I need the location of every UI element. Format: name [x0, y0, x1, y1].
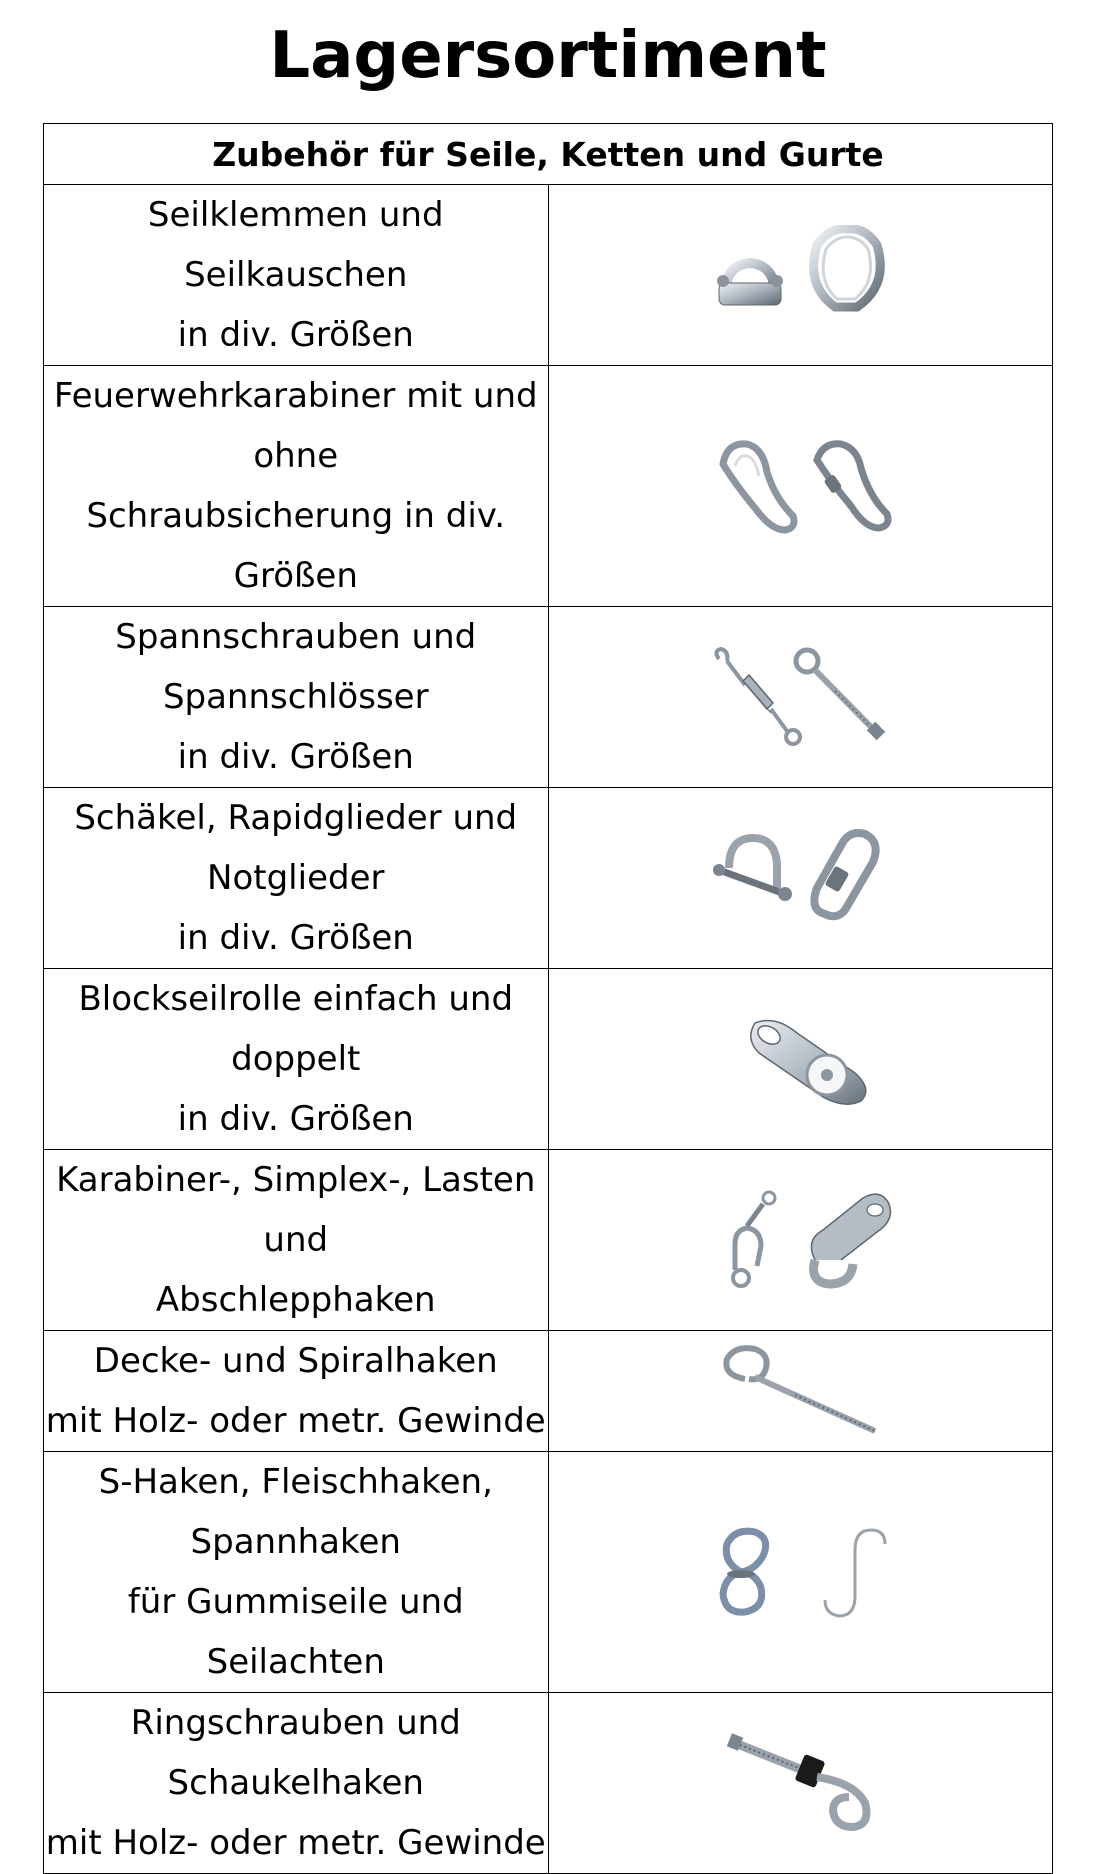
row-line-2: in div. Größen	[177, 737, 414, 777]
row-description	[44, 366, 549, 607]
row-line-1: Seilklemmen und Seilkauschen	[147, 195, 444, 295]
row-line-2: Abschlepphaken	[155, 1280, 436, 1320]
row-line-2: in div. Größen	[177, 918, 414, 958]
row-description	[44, 969, 549, 1150]
row-line-1: Blockseilrolle einfach und doppelt	[78, 979, 514, 1079]
row-description	[44, 1693, 549, 1874]
row-line-1: Feuerwehrkarabiner mit und ohne	[53, 376, 538, 476]
row-line-2: mit Holz- oder metr. Gewinde	[45, 1823, 546, 1863]
row-line-1: Schäkel, Rapidglieder und Notglieder	[74, 798, 518, 898]
table-row	[44, 185, 1053, 366]
row-description	[44, 607, 549, 788]
row-description	[44, 788, 549, 969]
row-description	[44, 185, 549, 366]
wire-rope-clip-and-thimble-icon	[705, 225, 895, 325]
row-line-2: Schraubsicherung in div. Größen	[86, 496, 506, 596]
row-line-1: S-Haken, Fleischhaken, Spannhaken	[98, 1462, 493, 1562]
row-line-1: Karabiner-, Simplex-, Lasten und	[56, 1160, 536, 1260]
table-header-row	[44, 124, 1053, 185]
pulley-block-icon	[705, 1009, 895, 1109]
ring-bolt-and-swing-hook-icon	[705, 1733, 895, 1833]
row-description	[44, 1331, 549, 1452]
shackle-and-quick-link-icon	[705, 828, 895, 928]
row-line-2: in div. Größen	[177, 315, 414, 355]
product-table	[43, 123, 1053, 1874]
turnbuckle-and-eye-bolt-icon	[705, 647, 895, 747]
table-row	[44, 788, 1053, 969]
page-title: Lagersortiment	[269, 19, 827, 93]
row-line-1: Ringschrauben und Schaukelhaken	[130, 1703, 461, 1803]
row-description	[44, 1150, 549, 1331]
table-row	[44, 366, 1053, 607]
row-line-1: Decke- und Spiralhaken	[93, 1341, 498, 1381]
row-line-2: in div. Größen	[177, 1099, 414, 1139]
row-line-1: Spannschrauben und Spannschlösser	[115, 617, 477, 717]
table-row	[44, 1693, 1053, 1874]
table-row	[44, 969, 1053, 1150]
swivel-snap-and-load-hook-icon	[705, 1190, 895, 1290]
row-description	[44, 1452, 549, 1693]
row-line-2: mit Holz- oder metr. Gewinde	[45, 1401, 546, 1441]
table-row	[44, 1150, 1053, 1331]
row-line-2: für Gummiseile und Seilachten	[127, 1582, 464, 1682]
ceiling-screw-hook-icon	[705, 1341, 895, 1441]
table-heading: Zubehör für Seile, Ketten und Gurte	[44, 124, 1053, 185]
table-row	[44, 607, 1053, 788]
snap-hook-carabiner-icon	[705, 436, 895, 536]
table-row	[44, 1452, 1053, 1693]
s-hook-and-rope-eight-icon	[705, 1522, 895, 1622]
table-row	[44, 1331, 1053, 1452]
